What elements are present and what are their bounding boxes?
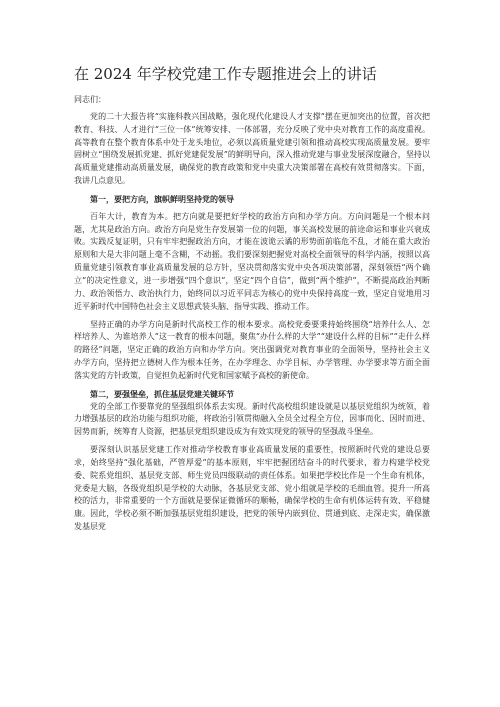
section-2-heading: 第二，要强堡垒，抓住基层党建关键环节	[90, 388, 234, 399]
document-body	[74, 94, 430, 534]
section-2-paragraph-2: 要深刻认识基层党建工作对推动学校教育事业高质量发展的重要性，按照新时代党的建设总要求，始终坚持“强化基础，严管厚爱”的基本原则，牢牢把握团结奋斗的时代要求，着力构建学校党委、院系党组织、基层党支部、师生党员四级联动的责任体系。如果把学校比作是一个生命有机体，党委是大脑，各级党组织是学校的大动脉，各基层党支部、党小组就是学校的毛细血管。提升一所高校的活力，非常重要的一个方面就是要保证微循环的顺畅，确保学校的生命有机体运转有效、平稳健康。因此，学校必须不断加强基层党组织建设，把党的领导内嵌到位、贯通到底、走深走实，确保激发基层党	[74, 445, 430, 532]
section-1-paragraph-1: 百年大计，教育为本。把方向就是要把好学校的政治方向和办学方向。方向问题是一个根本问题，尤其是政治方向。政治方向是党生存发展第一位的问题，事关高校发展的前途命运和事业兴衰成败。实践反复证明，只有牢牢把握政治方向，才能在波诡云谲的形势面前临危不乱，才能在重大政治原则和大是大非问题上毫不含糊，不动摇。我们要深刻把握党对高校全面领导的科学内涵，按照以高质量党建引领教育事业高质量发展的总方针，坚决贯彻落实党中央各项决策部署，深刻领悟“两个确立”的决定性意义，进一步增强“四个意识”，坚定“四个自信”，做到“两个维护”，不断提高政治判断力、政治领悟力、政治执行力，始终同以习近平同志为核心的党中央保持高度一致，坚定自觉地用习近平新时代中国特色社会主义思想武装头脑、指导实践、推动工作。	[74, 211, 430, 311]
section-1-paragraph-2: 坚持正确的办学方向是新时代高校工作的根本要求。高校党委要秉持始终围绕“培养什么人、怎样培养人、为谁培养人”这一教育的根本问题，聚焦“办什么样的大学”“建设什么样的目标”“走什么样的路径”问题，坚定正确的政治方向和办学方向。突出强调党对教育事业的全面领导，坚持社会主义办学方向，坚持把立德树人作为根本任务，在办学理念、办学目标、办学管理、办学要求等方面全面落实党的方针政策，自觉担负起新时代党和国家赋予高校的新使命。	[74, 319, 430, 380]
section-1-heading: 第一，要把方向，旗帜鲜明坚持党的领导	[90, 193, 234, 204]
intro-paragraph: 党的二十大报告将“实施科教兴国战略，强化现代化建设人才支撑”摆在更加突出的位置，首次把教育、科技、人才进行“三位一体”统筹安排、一体部署，充分反映了党中央对教育工作的高度重视。高等教育在整个教育体系中处于龙头地位，必须以高质量党建引领和推动高校实现高质量发展。要牢固树立“围绕发展抓党建、抓好党建促发展”的鲜明导向，深入推动党建与事业发展深度融合，坚持以高质量党建推动高质量发展，确保党的教育政策和党中央重大决策部署在高校有效贯彻落实。下面，我讲几点意见。	[74, 111, 430, 186]
document-title: 在 2024 年学校党建工作专题推进会上的讲话	[74, 65, 377, 83]
greeting: 同志们：	[74, 95, 106, 104]
section-2-paragraph-1: 党的全部工作要靠党的坚强组织体系去实现。新时代高校组织建设就是以基层党组织为统领，着力增强基层的政治功能与组织功能，将政治引领贯彻融入全员全过程全方位，因事而化、因时而进、因势而新，统筹育人资源，把基层党组织建设成为有效实现党的领导的坚强战斗堡垒。	[74, 401, 430, 437]
